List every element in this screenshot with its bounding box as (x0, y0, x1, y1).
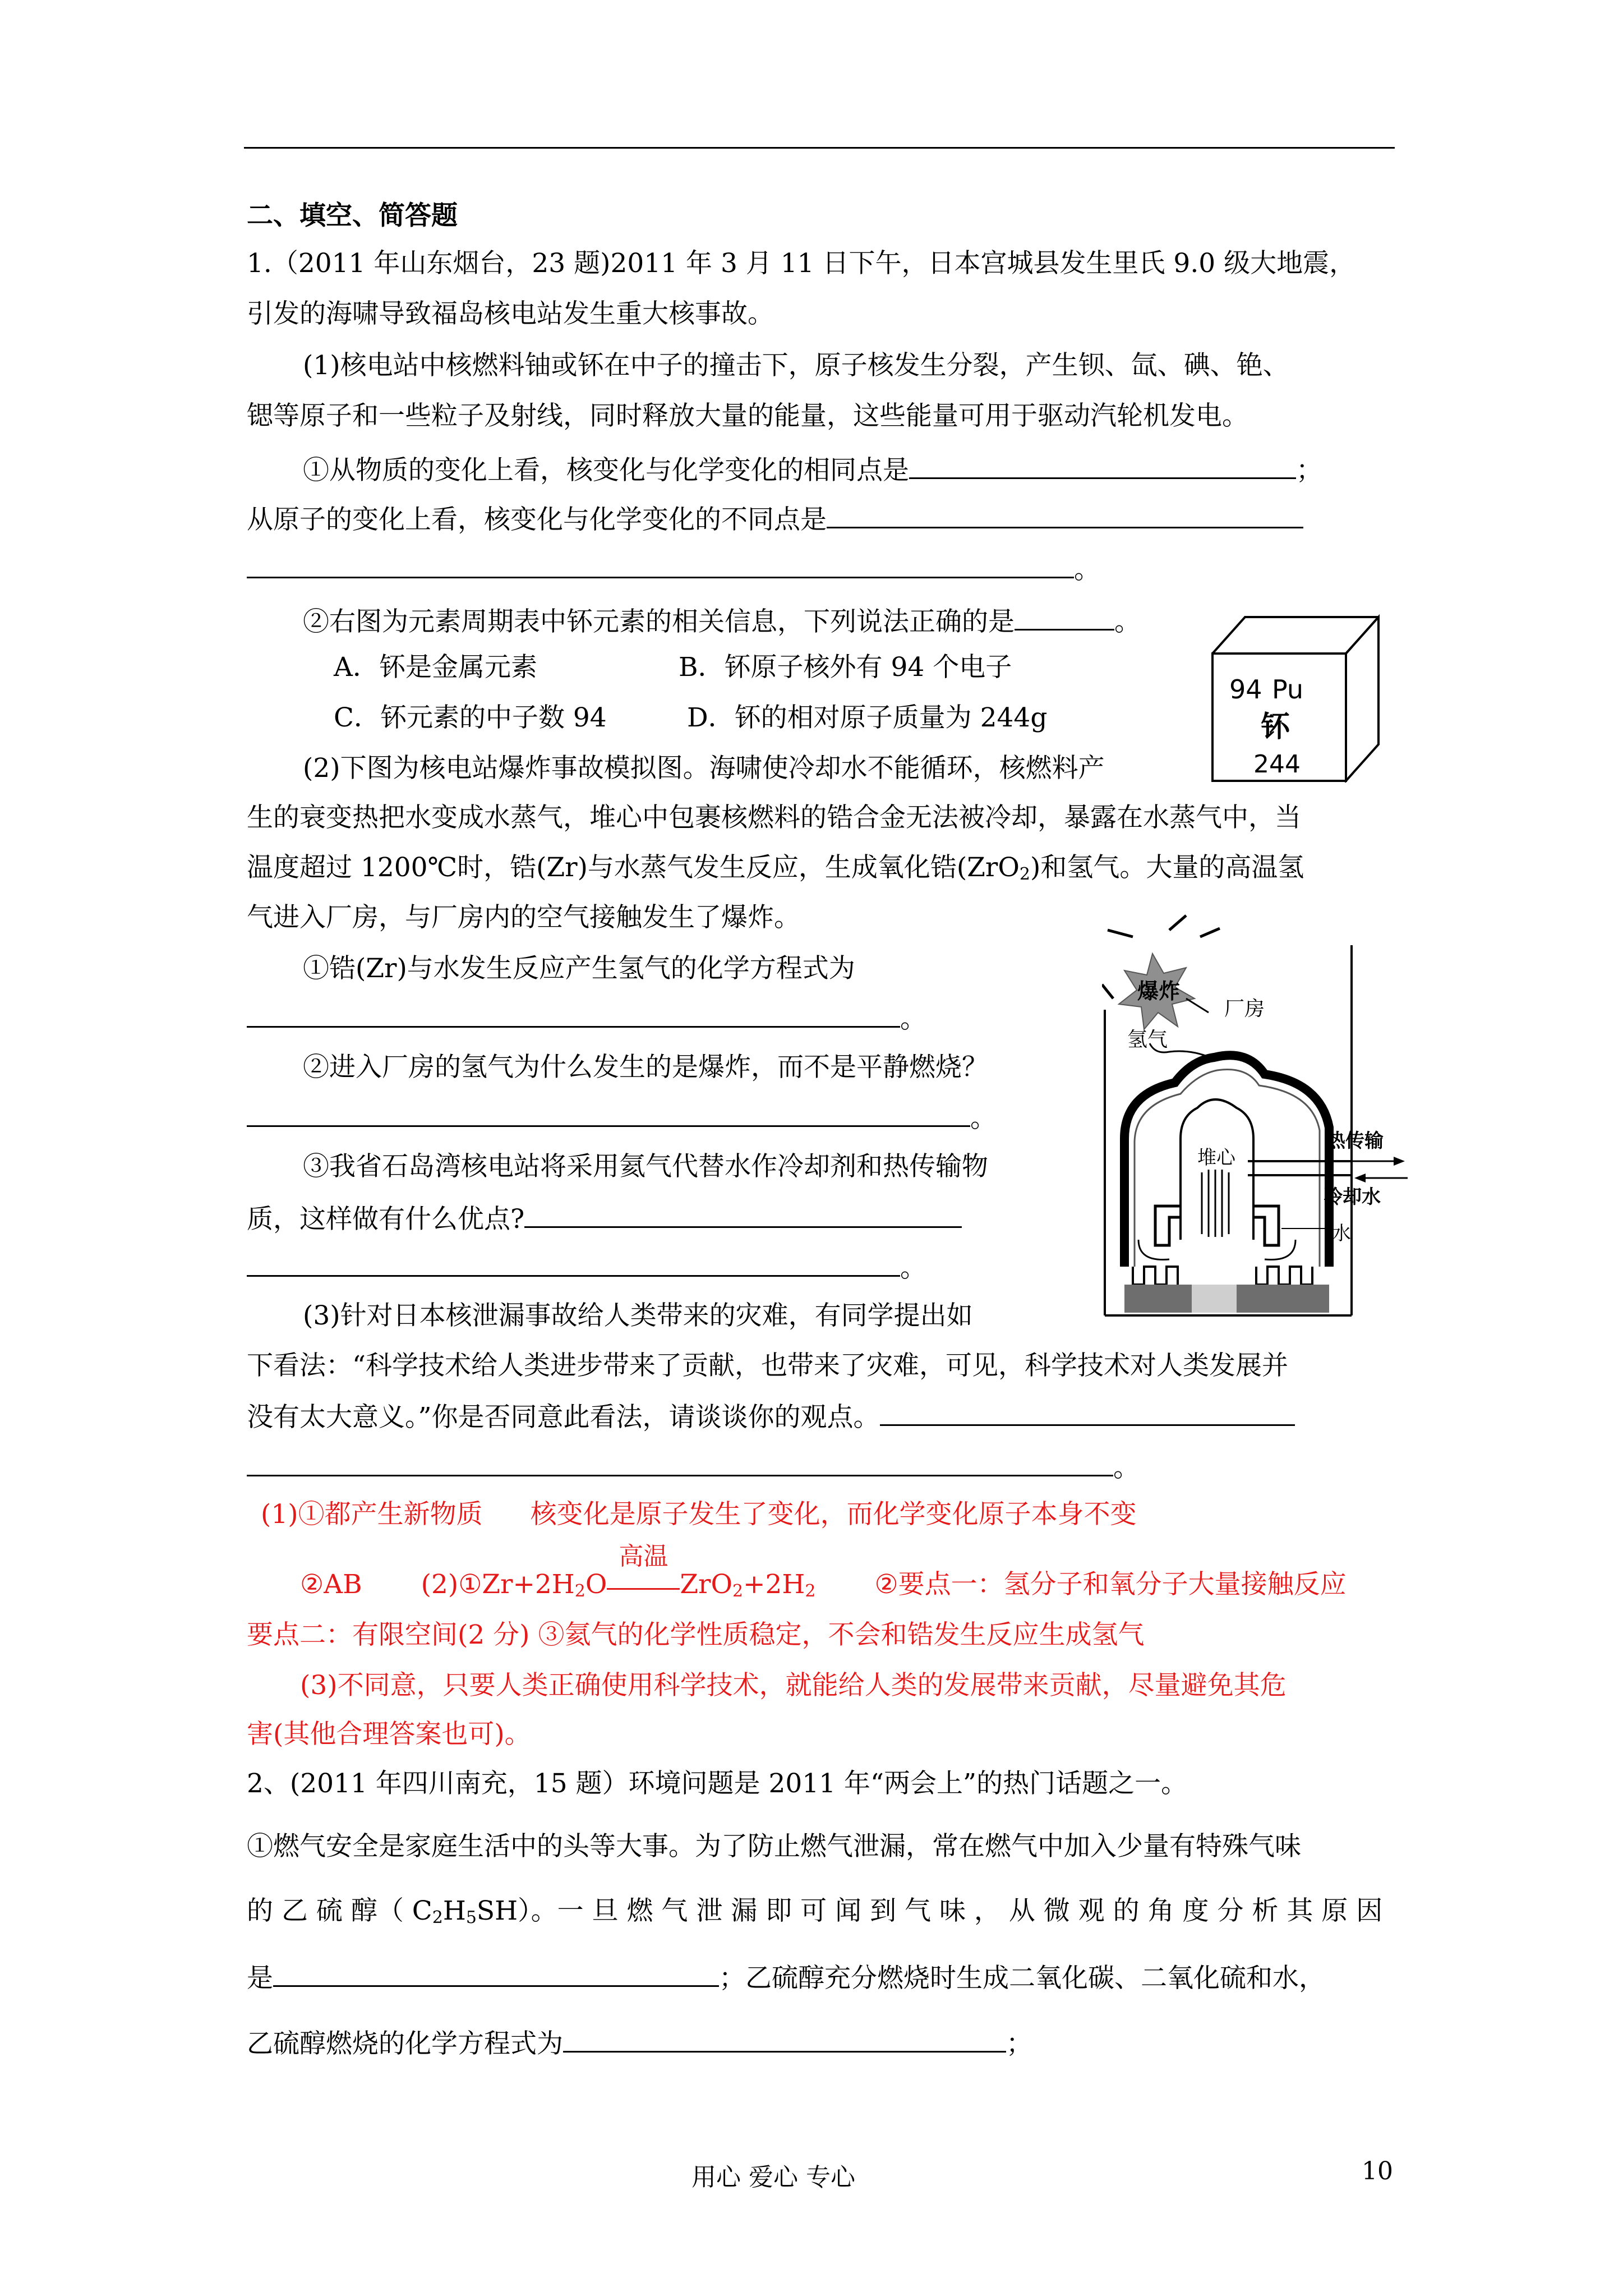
text: H (442, 1895, 466, 1926)
label-heat-transfer: 热传输 (1326, 1130, 1384, 1152)
text: 乙硫醇燃烧的化学方程式为 (247, 2028, 563, 2059)
q1-p2-q3-answer (247, 1249, 926, 1285)
condition-label: 高温 (619, 1542, 668, 1571)
q1-intro-1: 1.（2011 年山东烟台，23 题)2011 年 3 月 11 日下午，日本宫城县发生里氏 9.0 级大地震， (247, 248, 1356, 279)
answer-text: O (585, 1569, 607, 1600)
q1-p1-line2: 锶等原子和一些粒子及射线，同时释放大量的能量，这些能量可用于驱动汽轮机发电。 (247, 401, 1248, 431)
reaction-condition (607, 1542, 680, 1602)
answer-blank[interactable] (247, 1000, 900, 1028)
reactor-explosion-diagram (1102, 914, 1413, 1324)
answer-blank[interactable] (1015, 603, 1114, 631)
section-title: 二、填空、简答题 (247, 200, 458, 231)
answer-text: (1)①都产生新物质 (261, 1499, 483, 1530)
q1-p2-q2: ②进入厂房的氢气为什么发生的是爆炸，而不是平静燃烧？ (303, 1052, 988, 1083)
element-mass: 244 (1253, 750, 1301, 779)
q2-intro: 2、(2011 年四川南充，15 题）环境问题是 2011 年“两会上”的热门话题之一。 (247, 1768, 1188, 1799)
answer-blank[interactable] (563, 2025, 1006, 2053)
q1-p1-q2-text: ②右图为元素周期表中钚元素的相关信息，下列说法正确的是 (303, 606, 1015, 637)
answer-text: ZrO (680, 1569, 733, 1600)
q1-p2-line4: 气进入厂房，与厂房内的空气接触发生了爆炸。 (247, 902, 800, 933)
text: ；乙硫醇充分燃烧时生成二氧化碳、二氧化硫和水， (719, 1963, 1325, 1994)
label-cooling-water: 冷却水 (1324, 1186, 1381, 1208)
element-symbol: Pu (1272, 674, 1304, 705)
label-core: 堆心 (1197, 1147, 1235, 1169)
punct: 。 (1114, 606, 1141, 637)
punct: ； (1006, 2028, 1032, 2059)
option-a: A．钚是金属元素 (334, 652, 537, 683)
answer-blank[interactable] (247, 1449, 1113, 1476)
footer-motto: 用心 爱心 专心 (691, 2163, 855, 2192)
punct: ； (1296, 455, 1322, 486)
answer-text: 核变化是原子发生了变化，而化学变化原子本身不变 (530, 1499, 1137, 1530)
label-hydrogen: 氢气 (1127, 1028, 1168, 1051)
answer-text: (2)①Zr+2H (421, 1569, 575, 1600)
answer-blank[interactable] (273, 1959, 719, 1987)
q1-p3-line2: 下看法：“科学技术给人类进步带来了贡献，也带来了灾难，可见，科学技术对人类发展并 (247, 1350, 1289, 1381)
q2-line3 (247, 1959, 1325, 1995)
answer-blank[interactable] (524, 1200, 962, 1228)
option-d: D．钚的相对原子质量为 244g (687, 702, 1048, 733)
q1-p2-q1-answer (247, 1000, 926, 1036)
q2-line4 (247, 2025, 1032, 2061)
q1-p1-q2 (303, 603, 1141, 639)
answer-blank[interactable] (247, 1099, 970, 1127)
answer-blank[interactable] (247, 1249, 900, 1277)
q1-p2-line2: 生的衰变热把水变成水蒸气，堆心中包裹核燃料的锆合金无法被冷却，暴露在水蒸气中，当 (247, 802, 1301, 833)
q1-p2-line1: (2)下图为核电站爆炸事故模拟图。海啸使冷却水不能循环，核燃料产 (303, 753, 1105, 784)
text: 没有太大意义。”你是否同意此看法，请谈谈你的观点。 (247, 1402, 880, 1433)
answer-blank[interactable] (880, 1398, 1295, 1426)
text: 质，这样做有什么优点? (247, 1204, 525, 1235)
q2-line1: ①燃气安全是家庭生活中的头等大事。为了防止燃气泄漏，常在燃气中加入少量有特殊气味 (247, 1831, 1301, 1862)
answer-text: ②AB (300, 1569, 362, 1600)
q1-p1-q1a (303, 452, 1322, 487)
answer-line4: (3)不同意，只要人类正确使用科学技术，就能给人类的发展带来贡献，尽量避免其危 (300, 1670, 1287, 1701)
header-rule (244, 147, 1395, 149)
answer-blank[interactable] (247, 551, 1074, 578)
subscript: 2 (805, 1581, 816, 1601)
q1-p3-line1: (3)针对日本核泄漏事故给人类带来的灾难，有同学提出如 (303, 1300, 973, 1331)
label-building: 厂房 (1224, 997, 1265, 1020)
text: 是 (247, 1963, 273, 1994)
q1-p2-line3 (247, 851, 1304, 885)
punct: 。 (900, 1004, 926, 1034)
answer-blank[interactable] (909, 452, 1296, 479)
q1-p3-answer (247, 1449, 1140, 1485)
text: )和氢气。大量的高温氢 (1030, 852, 1304, 883)
option-c: C．钚元素的中子数 94 (334, 702, 607, 733)
answer-line2 (300, 1542, 1347, 1602)
element-name: 钚 (1261, 710, 1290, 744)
q1-p2-q2-answer (247, 1099, 997, 1135)
punct: 。 (900, 1253, 926, 1283)
q1-p1-q1a-text: ①从物质的变化上看，核变化与化学变化的相同点是 (303, 455, 909, 486)
text: 温度超过 1200℃时，锆(Zr)与水蒸气发生反应，生成氧化锆(ZrO (247, 852, 1020, 883)
subscript: 2 (732, 1581, 744, 1601)
punct: 。 (1074, 554, 1100, 585)
page-number: 10 (1362, 2157, 1393, 2185)
subscript: 5 (465, 1908, 477, 1927)
q1-p2-q1: ①锆(Zr)与水发生反应产生氢气的化学方程式为 (303, 953, 855, 984)
label-water: 水 (1332, 1222, 1351, 1245)
option-b: B．钚原子核外有 94 个电子 (679, 652, 1012, 683)
answer-line3: 要点二：有限空间(2 分) ③氦气的化学性质稳定，不会和锆发生反应生成氢气 (247, 1619, 1145, 1650)
q1-p3-line3 (247, 1398, 1295, 1434)
q1-p2-q3b (247, 1200, 962, 1236)
answer-blank[interactable] (827, 501, 1303, 528)
text: 的 乙 硫 醇（ C (247, 1895, 432, 1926)
q2-line2 (247, 1894, 1382, 1928)
q1-p2-q3a: ③我省石岛湾核电站将采用氦气代替水作冷却剂和热传输物 (303, 1151, 988, 1182)
answer-line5: 害(其他合理答案也可)。 (247, 1719, 531, 1750)
subscript: 2 (432, 1908, 443, 1927)
label-explosion: 爆炸 (1137, 979, 1181, 1004)
text: SH）。一 旦 燃 气 泄 漏 即 可 闻 到 气 味 ， 从 微 观 的 角 度 分 析 其 原 因 (476, 1895, 1383, 1926)
q1-p1-q1c (247, 551, 1100, 587)
q1-p1-q1b-text: 从原子的变化上看，核变化与化学变化的不同点是 (247, 504, 827, 535)
subscript: 2 (574, 1581, 585, 1601)
q1-intro-2: 引发的海啸导致福岛核电站发生重大核事故。 (247, 298, 774, 329)
element-number: 94 (1229, 674, 1262, 705)
q1-p1-q1b (247, 501, 1303, 537)
q1-p1-line1: (1)核电站中核燃料铀或钚在中子的撞击下，原子核发生分裂，产生钡、氙、碘、铯、 (303, 350, 1289, 381)
subscript: 2 (1019, 864, 1031, 884)
punct: 。 (970, 1103, 997, 1134)
answer-text: +2H (743, 1569, 805, 1600)
element-pu-cube (1211, 614, 1380, 783)
answer-line1 (261, 1498, 1137, 1531)
answer-text: ②要点一：氢分子和氧分子大量接触反应 (874, 1569, 1347, 1600)
punct: 。 (1113, 1452, 1140, 1483)
